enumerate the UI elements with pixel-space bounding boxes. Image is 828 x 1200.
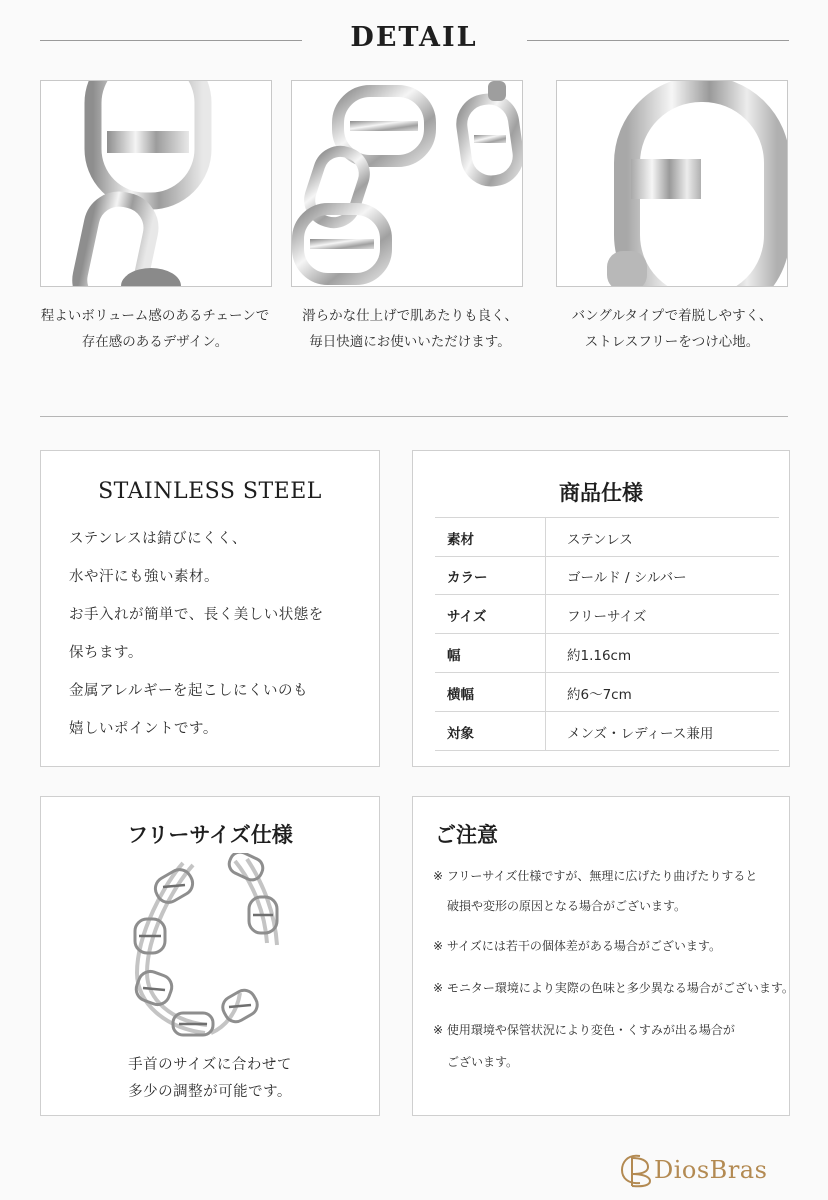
spec-separator [545,595,546,633]
caption-line: バングルタイプで着脱しやすく、 [571,308,773,324]
caption-line: ストレスフリーをつけ心地。 [584,334,760,350]
spec-separator [545,634,546,672]
notice-line: ございます。 [447,1055,519,1069]
notice-line: 破損や変形の原因となる場合がございます。 [447,899,687,913]
section-divider [40,416,788,417]
stainless-steel-title: STAINLESS STEEL [98,479,322,504]
spec-row [435,517,779,557]
notice-box [412,796,794,1116]
detail-caption-2 [280,303,540,355]
detail-caption-3 [542,303,802,355]
steel-text-line: 保ちます。 [69,645,143,661]
spec-value: 約1.16cm [567,648,632,664]
spec-row [435,595,779,634]
free-size-text-line: 多少の調整が可能です。 [128,1084,292,1100]
notice-line: ※ フリーサイズ仕様ですが、無理に広げたり曲げたりすると [433,869,758,883]
spec-title: 商品仕様 [559,481,643,505]
steel-text-line: 水や汗にも強い素材。 [69,569,219,585]
spec-value: ゴールド / シルバー [567,570,687,586]
brand-logo-text: DiosBras [654,1156,768,1184]
caption-line: 滑らかな仕上げで肌あたりも良く、 [302,308,518,324]
free-size-title: フリーサイズ仕様 [127,823,293,847]
spec-row [435,673,779,712]
steel-text-line: お手入れが簡単で、長く美しい状態を [69,607,324,623]
spec-value: 約6～7cm [567,687,632,703]
detail-photo-chain [40,80,272,287]
caption-line: 程よいボリューム感のあるチェーンで [40,308,270,324]
notice-line: ※ 使用環境や保管状況により変色・くすみが出る場合が [433,1023,735,1037]
spec-label: サイズ [447,609,487,625]
spec-separator [545,712,546,750]
caption-line: 存在感のあるデザイン。 [81,334,229,350]
spec-row [435,556,779,595]
spec-label: 幅 [447,648,461,664]
spec-value: ステンレス [567,532,633,548]
section-title: DETAIL [350,22,478,53]
detail-photo-links [291,80,523,287]
spec-row [435,634,779,673]
detail-photo-closeup [556,80,788,287]
detail-caption-1 [25,303,285,355]
spec-label: カラー [447,570,488,586]
spec-value: フリーサイズ [567,609,647,625]
spec-separator [545,518,546,556]
free-size-box [40,796,380,1116]
steel-text-line: 嬉しいポイントです。 [69,721,218,737]
brand-logo-icon [618,1150,654,1190]
header-rule-right [527,40,789,41]
spec-row [435,712,779,751]
spec-label: 素材 [447,532,474,548]
notice-line: ※ サイズには若干の個体差がある場合がございます。 [433,939,721,953]
spec-label: 横幅 [447,687,474,703]
bangle-image [125,853,295,1043]
spec-box [412,450,790,767]
spec-separator [545,556,546,594]
free-size-text-line: 手首のサイズに合わせて [128,1057,292,1073]
spec-value: メンズ・レディース兼用 [567,726,714,742]
steel-text-line: 金属アレルギーを起こしにくいのも [69,683,309,699]
spec-separator [545,673,546,711]
notice-line: ※ モニター環境により実際の色味と多少異なる場合がございます。 [433,981,794,995]
notice-title: ご注意 [435,823,498,847]
steel-text-line: ステンレスは錆びにくく、 [69,531,247,547]
spec-label: 対象 [447,726,474,742]
stainless-steel-box [40,450,380,767]
caption-line: 毎日快適にお使いいただけます。 [309,334,511,350]
